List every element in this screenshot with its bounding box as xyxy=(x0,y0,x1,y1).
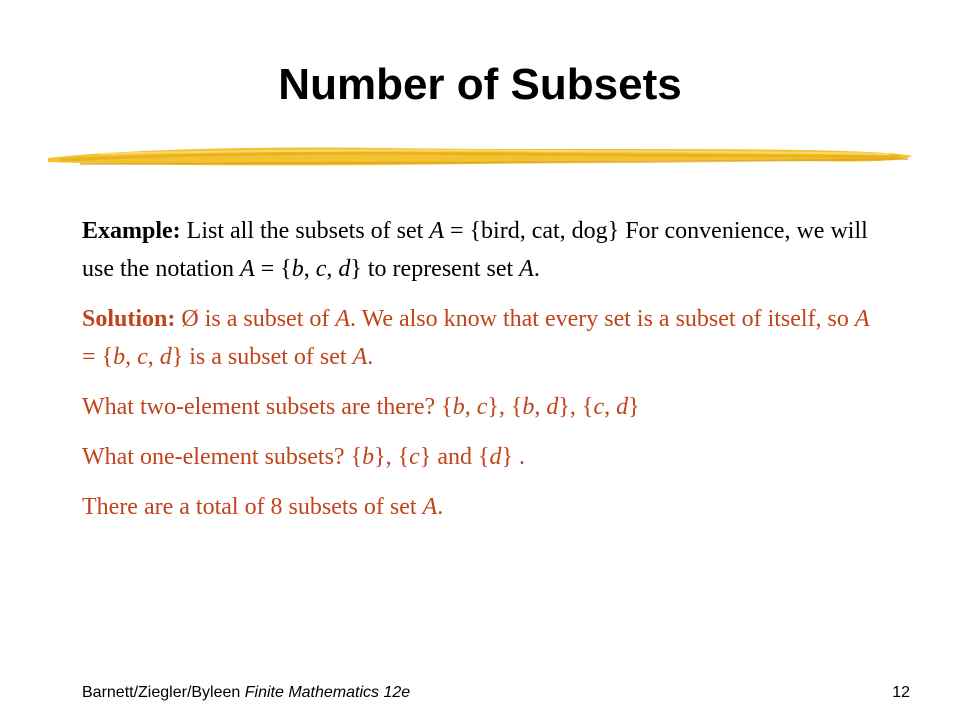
set-name: A xyxy=(352,344,368,370)
two-element-text: What two-element subsets are there? { xyxy=(82,394,453,420)
set-element: d xyxy=(616,394,629,420)
example-text: = {bird, cat, dog} For convenience, we will use the notation xyxy=(82,218,868,282)
separator: , xyxy=(125,344,138,370)
footer-citation xyxy=(82,684,410,702)
one-element-text: What one-element subsets? { xyxy=(82,444,363,470)
example-text: List all the subsets of set xyxy=(180,218,430,244)
set-name: A xyxy=(854,306,870,332)
two-element-paragraph xyxy=(82,388,882,426)
separator: }, { xyxy=(374,444,410,470)
separator: } xyxy=(628,394,640,420)
set-element: c xyxy=(315,256,327,282)
set-element: c xyxy=(593,394,605,420)
set-element: d xyxy=(338,256,351,282)
set-element: d xyxy=(159,344,172,370)
set-name: A xyxy=(519,256,534,282)
example-text: . xyxy=(533,256,540,282)
set-element: c xyxy=(476,394,488,420)
separator: , xyxy=(303,256,316,282)
separator: , xyxy=(534,394,547,420)
total-text: . xyxy=(437,494,444,520)
set-element: d xyxy=(546,394,559,420)
footer-book-title: Finite Mathematics 12e xyxy=(244,684,411,701)
separator: }, { xyxy=(558,394,594,420)
solution-text: = { xyxy=(82,344,114,370)
set-element: b xyxy=(452,394,465,420)
separator: } . xyxy=(501,444,526,470)
set-element: b xyxy=(362,444,375,470)
set-element: c xyxy=(409,444,420,470)
set-name: A xyxy=(429,218,444,244)
example-label: Example: xyxy=(82,218,181,244)
set-name: A xyxy=(239,256,255,282)
set-name: A xyxy=(422,494,438,520)
page-number: 12 xyxy=(892,684,910,701)
set-element: b xyxy=(522,394,535,420)
slide-title: Number of Subsets xyxy=(278,60,682,109)
total-paragraph xyxy=(82,488,882,526)
example-text: = { xyxy=(254,256,292,282)
solution-text: . We also know that every set is a subset of itself, so xyxy=(350,306,855,332)
title-underline-brushstroke xyxy=(40,138,920,178)
solution-paragraph xyxy=(82,300,882,376)
set-name: A xyxy=(335,306,351,332)
separator: , xyxy=(147,344,160,370)
solution-text: Ø is a subset of xyxy=(175,306,336,332)
solution-text: } is a subset of set xyxy=(171,344,353,370)
separator: , xyxy=(604,394,617,420)
solution-text: . xyxy=(367,344,374,370)
example-paragraph xyxy=(82,212,882,288)
set-element: b xyxy=(291,256,304,282)
set-element: d xyxy=(489,444,502,470)
separator: , xyxy=(464,394,477,420)
separator: , xyxy=(326,256,339,282)
solution-label: Solution: xyxy=(82,306,176,332)
separator: }, { xyxy=(487,394,523,420)
example-text: } to represent set xyxy=(350,256,520,282)
slide-body xyxy=(82,212,882,538)
set-element: c xyxy=(137,344,148,370)
set-element: b xyxy=(113,344,126,370)
separator: } and { xyxy=(419,444,490,470)
footer-authors: Barnett/Ziegler/Byleen xyxy=(82,684,245,701)
one-element-paragraph xyxy=(82,438,882,476)
total-text: There are a total of 8 subsets of set xyxy=(82,494,423,520)
